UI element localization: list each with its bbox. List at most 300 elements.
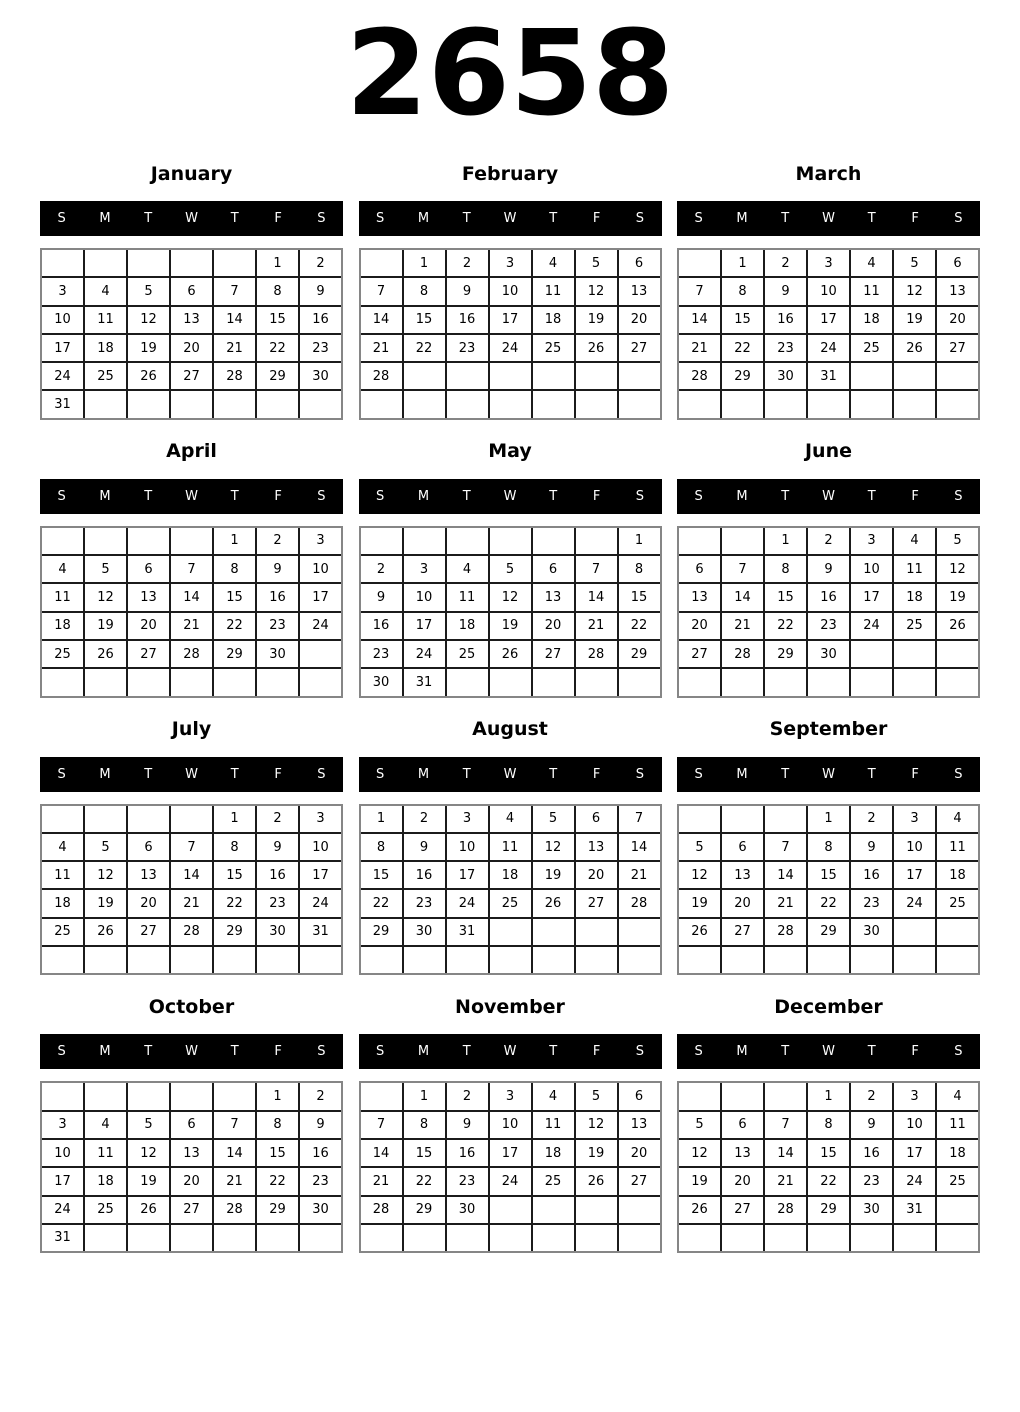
day-cell: 1 [808,806,849,832]
day-cell: 7 [361,278,402,304]
day-cell: 15 [619,584,660,610]
empty-day-cell [490,528,531,554]
empty-day-cell [447,947,488,973]
weekday-label: T [230,488,239,504]
day-cell: 17 [808,307,849,333]
day-cell: 1 [722,250,763,276]
day-cell: 7 [722,556,763,582]
weekday-label: M [417,488,430,504]
day-cell: 8 [404,1112,445,1138]
day-cell: 30 [404,919,445,945]
weekday-label: S [317,766,326,782]
weekday-label: F [274,766,282,782]
empty-day-cell [128,1225,169,1251]
day-cell: 10 [42,1140,83,1166]
day-cell: 28 [171,641,212,667]
day-cell: 5 [679,1112,720,1138]
day-cell: 30 [851,919,892,945]
day-cell: 27 [128,641,169,667]
empty-day-cell [171,806,212,832]
day-cell: 9 [808,556,849,582]
empty-day-cell [619,669,660,695]
empty-day-cell [576,947,617,973]
empty-day-cell [85,947,126,973]
day-cell: 6 [619,1083,660,1109]
empty-day-cell [851,669,892,695]
day-cell: 4 [447,556,488,582]
day-cell: 2 [257,806,298,832]
day-cell: 21 [171,613,212,639]
day-cell: 1 [257,250,298,276]
month-block [359,146,662,420]
day-cell: 14 [214,1140,255,1166]
day-cell: 3 [300,806,341,832]
weekday-label: M [736,1044,748,1060]
day-cell: 5 [85,834,126,860]
weekday-label: S [694,766,703,782]
day-cell: 18 [533,307,574,333]
day-cell: 17 [851,584,892,610]
day-cell: 7 [576,556,617,582]
day-cell: 31 [894,1197,935,1223]
weekday-label: S [376,766,385,782]
day-cell: 12 [576,1112,617,1138]
day-cell: 8 [619,556,660,582]
day-cell: 13 [619,278,660,304]
day-cell: 16 [447,1140,488,1166]
empty-day-cell [679,1083,720,1109]
day-cell: 30 [361,669,402,695]
day-cell: 24 [808,335,849,361]
weekday-label: S [635,1044,644,1060]
day-cell: 8 [257,1112,298,1138]
day-cell: 13 [128,584,169,610]
day-cell: 3 [300,528,341,554]
day-cell: 13 [722,862,763,888]
empty-day-cell [894,919,935,945]
day-cell: 23 [447,335,488,361]
empty-day-cell [765,806,806,832]
day-cell: 8 [765,556,806,582]
day-cell: 1 [808,1083,849,1109]
weekday-label: F [911,488,919,504]
day-cell: 8 [808,1112,849,1138]
day-cell: 17 [42,335,83,361]
weekday-label: F [274,1044,282,1060]
day-cell: 3 [447,806,488,832]
day-cell: 11 [490,834,531,860]
month-title: June [804,440,852,463]
day-cell: 24 [404,641,445,667]
day-cell: 25 [533,1168,574,1194]
weekday-label: F [592,1044,601,1060]
day-cell: 15 [808,1140,849,1166]
day-cell: 18 [447,613,488,639]
day-cell: 2 [300,250,341,276]
day-cell: 19 [85,890,126,916]
weekday-label: S [694,1044,703,1060]
weekday-label: F [911,766,919,782]
day-cell: 6 [171,1112,212,1138]
weekday-label: T [867,766,876,782]
day-cell: 26 [85,919,126,945]
day-cell: 1 [765,528,806,554]
weekday-label: W [185,211,198,226]
empty-day-cell [300,641,341,667]
weekday-label: F [592,211,601,226]
weekday-label: F [592,766,601,782]
month-title: March [795,162,862,185]
day-grid [40,1081,343,1253]
day-cell: 20 [619,1140,660,1166]
day-cell: 22 [257,1168,298,1194]
day-cell: 20 [128,890,169,916]
day-cell: 3 [404,556,445,582]
day-cell: 21 [765,890,806,916]
day-cell: 12 [679,862,720,888]
empty-day-cell [361,250,402,276]
day-cell: 21 [679,335,720,361]
year-title: 2658 [345,4,675,142]
day-cell: 29 [765,641,806,667]
day-cell: 5 [490,556,531,582]
day-cell: 10 [851,556,892,582]
day-cell: 12 [85,862,126,888]
empty-day-cell [490,947,531,973]
day-cell: 25 [894,613,935,639]
day-cell: 11 [937,1112,978,1138]
day-cell: 12 [490,584,531,610]
empty-day-cell [128,947,169,973]
day-cell: 20 [128,613,169,639]
day-cell: 4 [490,806,531,832]
day-cell: 18 [85,335,126,361]
day-cell: 3 [490,1083,531,1109]
day-cell: 22 [257,335,298,361]
empty-day-cell [128,1083,169,1109]
weekday-label: S [57,766,66,782]
empty-day-cell [937,947,978,973]
day-cell: 9 [851,1112,892,1138]
empty-day-cell [128,250,169,276]
day-cell: 27 [722,1197,763,1223]
weekday-label: M [99,766,111,782]
day-cell: 21 [619,862,660,888]
day-cell: 14 [619,834,660,860]
day-cell: 22 [404,335,445,361]
day-cell: 17 [894,862,935,888]
day-cell: 25 [42,919,83,945]
weekday-label: F [592,488,601,504]
day-cell: 21 [214,1168,255,1194]
empty-day-cell [765,947,806,973]
weekday-label: T [144,1044,153,1060]
day-cell: 12 [533,834,574,860]
day-cell: 19 [937,584,978,610]
weekday-header [677,757,980,792]
day-cell: 31 [447,919,488,945]
day-cell: 25 [490,890,531,916]
empty-day-cell [533,1225,574,1251]
empty-day-cell [214,250,255,276]
month-title: April [166,440,217,463]
day-cell: 26 [490,641,531,667]
weekday-label: M [99,488,111,504]
day-cell: 15 [722,307,763,333]
day-cell: 27 [937,335,978,361]
weekday-label: S [317,1044,326,1060]
day-cell: 10 [300,834,341,860]
weekday-label: T [781,1044,790,1060]
day-cell: 14 [765,1140,806,1166]
day-cell: 16 [257,584,298,610]
day-cell: 30 [808,641,849,667]
day-cell: 20 [722,890,763,916]
day-cell: 11 [851,278,892,304]
weekday-label: T [462,488,471,504]
weekday-header [40,479,343,514]
day-cell: 11 [533,278,574,304]
empty-day-cell [85,250,126,276]
empty-day-cell [808,669,849,695]
day-cell: 23 [851,890,892,916]
day-cell: 16 [851,862,892,888]
day-cell: 2 [404,806,445,832]
day-grid [359,248,662,420]
day-cell: 6 [679,556,720,582]
day-cell: 29 [361,919,402,945]
day-cell: 14 [576,584,617,610]
empty-day-cell [171,1083,212,1109]
day-cell: 13 [128,862,169,888]
weekday-header [359,201,662,236]
day-cell: 5 [128,278,169,304]
day-cell: 7 [171,556,212,582]
day-cell: 19 [576,1140,617,1166]
empty-day-cell [722,806,763,832]
empty-day-cell [679,1225,720,1251]
day-cell: 24 [447,890,488,916]
day-cell: 22 [361,890,402,916]
day-cell: 23 [361,641,402,667]
day-cell: 18 [937,862,978,888]
empty-day-cell [361,1083,402,1109]
day-cell: 23 [404,890,445,916]
day-cell: 25 [42,641,83,667]
day-cell: 29 [808,1197,849,1223]
empty-day-cell [490,391,531,417]
weekday-label: S [954,766,963,782]
empty-day-cell [361,947,402,973]
day-cell: 7 [619,806,660,832]
day-cell: 30 [447,1197,488,1223]
empty-day-cell [128,391,169,417]
day-cell: 18 [937,1140,978,1166]
day-cell: 3 [894,1083,935,1109]
weekday-label: M [736,488,748,504]
empty-day-cell [128,528,169,554]
day-cell: 17 [300,862,341,888]
day-cell: 27 [171,1197,212,1223]
weekday-header [359,1034,662,1069]
day-cell: 2 [808,528,849,554]
day-cell: 29 [214,919,255,945]
day-cell: 13 [619,1112,660,1138]
day-cell: 1 [361,806,402,832]
day-cell: 22 [722,335,763,361]
weekday-label: M [417,211,430,226]
empty-day-cell [85,669,126,695]
day-cell: 10 [404,584,445,610]
day-grid [677,526,980,698]
day-cell: 20 [576,862,617,888]
day-cell: 18 [851,307,892,333]
month-block [677,146,980,420]
empty-day-cell [85,1083,126,1109]
day-cell: 23 [851,1168,892,1194]
empty-day-cell [576,669,617,695]
empty-day-cell [42,250,83,276]
empty-day-cell [765,1225,806,1251]
day-cell: 8 [214,834,255,860]
day-cell: 28 [765,919,806,945]
day-cell: 5 [576,250,617,276]
day-cell: 13 [533,584,574,610]
day-cell: 9 [447,278,488,304]
empty-day-cell [85,806,126,832]
day-cell: 25 [533,335,574,361]
weekday-label: W [185,766,198,782]
weekday-label: S [376,211,385,226]
day-cell: 3 [490,250,531,276]
day-cell: 2 [851,1083,892,1109]
empty-day-cell [257,391,298,417]
day-cell: 2 [300,1083,341,1109]
day-cell: 19 [576,307,617,333]
empty-day-cell [171,528,212,554]
weekday-label: T [462,211,471,226]
day-cell: 2 [361,556,402,582]
day-cell: 7 [214,1112,255,1138]
day-cell: 20 [619,307,660,333]
month-block [40,424,343,698]
month-block [40,702,343,976]
day-cell: 16 [851,1140,892,1166]
weekday-label: T [549,766,558,782]
day-cell: 21 [171,890,212,916]
empty-day-cell [300,1225,341,1251]
day-cell: 30 [257,641,298,667]
day-cell: 15 [361,862,402,888]
day-cell: 26 [128,363,169,389]
empty-day-cell [361,391,402,417]
day-cell: 6 [171,278,212,304]
empty-day-cell [894,669,935,695]
empty-day-cell [576,528,617,554]
day-cell: 18 [42,890,83,916]
weekday-label: S [376,1044,385,1060]
empty-day-cell [404,947,445,973]
day-cell: 25 [85,1197,126,1223]
day-cell: 13 [937,278,978,304]
weekday-header [359,479,662,514]
day-cell: 19 [894,307,935,333]
day-cell: 28 [679,363,720,389]
empty-day-cell [679,669,720,695]
day-cell: 9 [447,1112,488,1138]
weekday-label: M [99,211,111,226]
day-cell: 16 [300,1140,341,1166]
weekday-label: T [781,211,790,226]
day-cell: 25 [937,890,978,916]
weekday-header [40,1034,343,1069]
weekday-label: F [911,211,919,226]
empty-day-cell [171,947,212,973]
day-cell: 30 [765,363,806,389]
day-cell: 10 [42,307,83,333]
day-cell: 14 [171,584,212,610]
day-cell: 15 [214,862,255,888]
day-cell: 27 [722,919,763,945]
day-cell: 27 [576,890,617,916]
empty-day-cell [300,669,341,695]
empty-day-cell [851,1225,892,1251]
empty-day-cell [679,806,720,832]
weekday-header [359,757,662,792]
day-grid [677,804,980,976]
day-cell: 7 [765,834,806,860]
weekday-label: T [867,1044,876,1060]
day-cell: 17 [490,307,531,333]
day-cell: 17 [300,584,341,610]
day-cell: 17 [404,613,445,639]
day-cell: 28 [361,1197,402,1223]
empty-day-cell [533,363,574,389]
day-cell: 27 [619,335,660,361]
day-cell: 5 [937,528,978,554]
day-cell: 29 [619,641,660,667]
day-cell: 5 [533,806,574,832]
day-cell: 6 [619,250,660,276]
empty-day-cell [937,919,978,945]
weekday-label: M [99,1044,111,1060]
day-cell: 16 [765,307,806,333]
weekday-label: S [954,211,963,226]
day-cell: 19 [128,1168,169,1194]
day-cell: 21 [214,335,255,361]
day-cell: 22 [619,613,660,639]
day-cell: 18 [85,1168,126,1194]
day-cell: 4 [894,528,935,554]
day-cell: 11 [85,307,126,333]
day-cell: 14 [679,307,720,333]
day-cell: 23 [765,335,806,361]
day-cell: 25 [851,335,892,361]
empty-day-cell [937,641,978,667]
day-cell: 25 [937,1168,978,1194]
empty-day-cell [214,391,255,417]
day-cell: 18 [533,1140,574,1166]
day-cell: 22 [808,890,849,916]
weekday-label: S [376,488,385,504]
months-grid [40,146,980,1253]
day-cell: 26 [894,335,935,361]
month-title: February [461,162,559,185]
day-cell: 29 [257,1197,298,1223]
empty-day-cell [85,1225,126,1251]
day-cell: 27 [533,641,574,667]
day-cell: 14 [722,584,763,610]
